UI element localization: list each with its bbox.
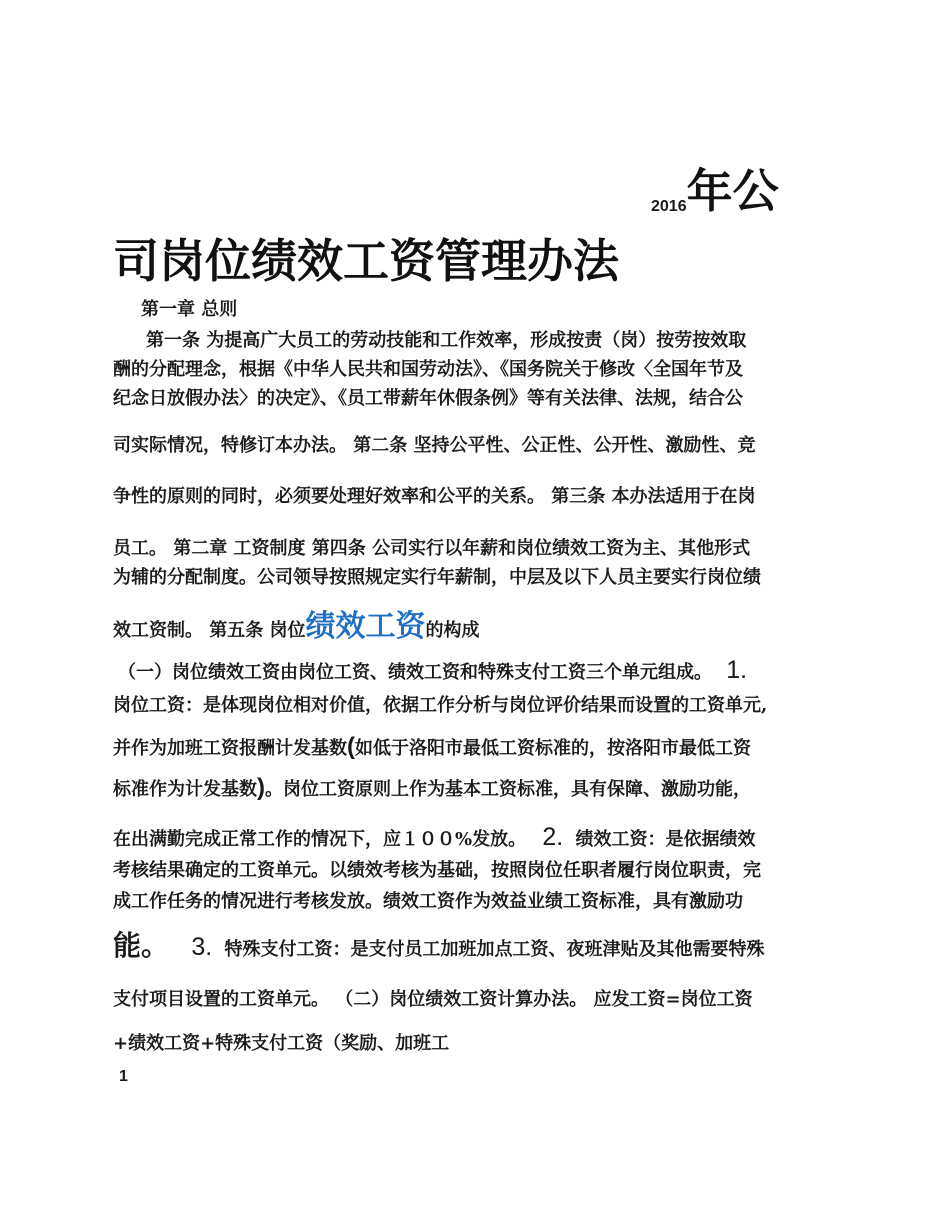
body-line-18: +绩效工资+特殊支付工资（奖励、加班工 (113, 1033, 450, 1054)
body-line-3: 纪念日放假办法〉的决定》、《员工带薪年休假条例》等有关法律、法规，结合公 (113, 388, 743, 409)
body-line-12-start: 标准作为计发基数 (113, 779, 257, 800)
body-line-12 (113, 776, 751, 800)
body-line-13-start: 在出满勤完成正常工作的情况下，应１００%发放。 (113, 829, 527, 850)
page-number: 1 (119, 1068, 128, 1085)
body-line-16-period: 。 (141, 929, 170, 962)
body-line-17: 支付项目设置的工资单元。 （二）岗位绩效工资计算办法。 应发工资=岗位工资 (113, 989, 753, 1010)
body-line-5: 争性的原则的同时，必须要处理好效率和公平的关系。 第三条 本办法适用于在岗 (113, 486, 756, 507)
highlighted-term: 绩效工资 (305, 609, 426, 644)
body-line-14: 考核结果确定的工资单元。以绩效考核为基础，按照岗位任职者履行岗位职责，完 (113, 860, 761, 881)
chapter-1-heading: 第一章 总则 (141, 299, 238, 320)
body-line-11-start: 并作为加班工资报酬计发基数 (113, 738, 347, 759)
body-line-9 (118, 658, 747, 683)
body-line-12-end: 。岗位工资原则上作为基本工资标准，具有保障、激励功能， (265, 779, 751, 800)
body-line-13-end: 绩效工资：是依据绩效 (575, 829, 756, 850)
body-line-4: 司实际情况，特修订本办法。 第二条 坚持公平性、公正性、公开性、激励性、竞 (113, 435, 756, 456)
body-line-9-text: （一）岗位绩效工资由岗位工资、绩效工资和特殊支付工资三个单元组成。 (118, 662, 712, 683)
body-line-6: 员工。 第二章 工资制度 第四条 公司实行以年薪和岗位绩效工资为主、其他形式 (113, 538, 751, 559)
body-line-1: 第一条 为提高广大员工的劳动技能和工作效率，形成按责（岗）按劳按效取 (146, 330, 747, 351)
open-paren: ( (347, 733, 355, 760)
body-line-8 (113, 609, 480, 644)
item-number-3: 3. (191, 933, 213, 961)
body-line-7: 为辅的分配制度。公司领导按照规定实行年薪制，中层及以下人员主要实行岗位绩 (113, 567, 761, 588)
item-number-2: 2. (542, 823, 564, 851)
body-line-13 (113, 825, 756, 850)
item-number-1: 1. (726, 656, 748, 684)
title-line-2: 司岗位绩效工资管理办法 (113, 234, 619, 288)
title-line1-text: 年公 (686, 164, 779, 218)
body-line-16 (113, 929, 765, 962)
body-line-11-end: 如低于洛阳市最低工资标准的，按洛阳市最低工资 (355, 738, 751, 759)
body-line-2: 酬的分配理念，根据《中华人民共和国劳动法》、《国务院关于修改〈全国年节及 (113, 359, 743, 380)
body-line-16-neng: 能 (113, 929, 142, 962)
body-line-8-end: 的构成 (425, 620, 480, 641)
body-line-16-end: 特殊支付工资：是支付员工加班加点工资、夜班津贴及其他需要特殊 (224, 939, 765, 960)
title-year: 2016 (651, 198, 687, 215)
body-line-11 (113, 735, 751, 759)
title-line-1 (651, 164, 779, 218)
body-line-15: 成工作任务的情况进行考核发放。绩效工资作为效益业绩工资标准，具有激励功 (113, 891, 743, 912)
close-paren: ) (257, 774, 265, 801)
body-line-10: 岗位工资：是体现岗位相对价值，依据工作分析与岗位评价结果而设置的工资单元, (113, 695, 768, 716)
body-line-8-start: 效工资制。 第五条 岗位 (113, 620, 306, 641)
